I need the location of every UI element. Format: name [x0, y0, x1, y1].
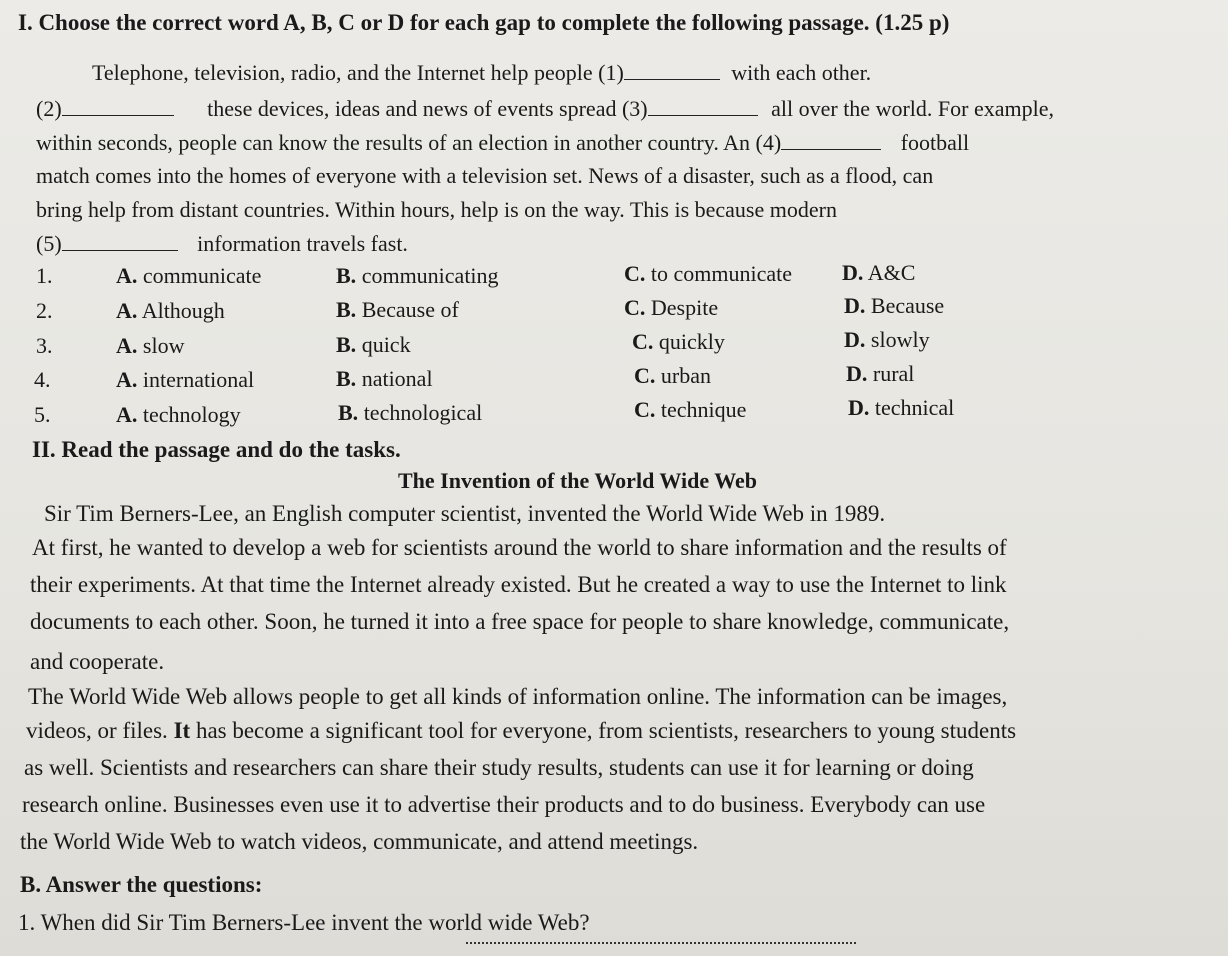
section2-heading: II. Read the passage and do the tasks. [32, 437, 401, 462]
option-a[interactable]: A. Although [116, 298, 225, 323]
passage-line-4: match comes into the homes of everyone with a television set. News of a disaster, such as a flood, can [36, 163, 934, 188]
reading-line-8: as well. Scientists and researchers can share their study results, students can use it for learning or doing [24, 755, 974, 780]
gap-1[interactable] [624, 61, 720, 80]
option-c[interactable]: C. urban [634, 363, 711, 388]
option-d[interactable]: D. slowly [844, 327, 930, 352]
option-a[interactable]: A. slow [116, 333, 185, 358]
option-b[interactable]: B. technological [338, 400, 483, 425]
option-a[interactable]: A. technology [116, 402, 241, 427]
reading-line-4: documents to each other. Soon, he turned it into a free space for people to share knowledge, communicate, [30, 609, 1010, 634]
reading-line-7: videos, or files. It has become a significant tool for everyone, from scientists, researchers to young students [26, 718, 1017, 743]
gap-5[interactable] [62, 232, 178, 251]
option-c[interactable]: C. Despite [624, 295, 719, 320]
option-d[interactable]: D. A&C [842, 260, 916, 285]
reading-line-5: and cooperate. [30, 649, 165, 674]
passage-line-1: Telephone, television, radio, and the Internet help people (1) with each other. [92, 60, 872, 85]
question-number: 2. [36, 298, 53, 323]
question-number: 1. [36, 263, 53, 288]
answer-line[interactable] [466, 922, 856, 949]
reading-title: The Invention of the World Wide Web [398, 468, 758, 493]
question-number: 3. [36, 333, 53, 358]
option-a[interactable]: A. communicate [116, 263, 262, 288]
option-c[interactable]: C. quickly [632, 329, 725, 354]
section1-heading: I. Choose the correct word A, B, C or D for each gap to complete the following passage. (1.25 p) [18, 10, 950, 35]
gap-2[interactable] [62, 97, 174, 116]
gap-4[interactable] [781, 131, 881, 150]
passage-line-5: bring help from distant countries. Within hours, help is on the way. This is because modern [36, 197, 837, 222]
reading-line-10: the World Wide Web to watch videos, communicate, and attend meetings. [20, 829, 699, 854]
question-number: 5. [34, 402, 51, 427]
option-b[interactable]: B. national [336, 366, 433, 391]
option-c[interactable]: C. to communicate [624, 261, 793, 286]
option-b[interactable]: B. Because of [336, 297, 459, 322]
option-d[interactable]: D. rural [846, 361, 915, 386]
option-a[interactable]: A. international [116, 367, 255, 392]
passage-line-2: (2) these devices, ideas and news of events spread (3) all over the world. For example, [36, 96, 1054, 121]
reading-line-3: their experiments. At that time the Internet already existed. But he created a way to use the Internet to link [30, 572, 1007, 597]
reading-line-1: Sir Tim Berners-Lee, an English computer scientist, invented the World Wide Web in 1989. [44, 501, 886, 526]
option-b[interactable]: B. quick [336, 332, 411, 357]
gap-3[interactable] [648, 97, 758, 116]
passage-line-3: within seconds, people can know the results of an election in another country. An (4) football [36, 130, 970, 155]
option-d[interactable]: D. technical [848, 395, 955, 420]
part-b-heading: B. Answer the questions: [20, 872, 263, 897]
reading-line-2: At first, he wanted to develop a web for scientists around the world to share information and the results of [32, 535, 1007, 560]
question-1-text: 1. When did Sir Tim Berners-Lee invent the world wide Web? [18, 910, 590, 935]
reading-line-6: The World Wide Web allows people to get all kinds of information online. The information can be images, [28, 684, 1008, 709]
option-d[interactable]: D. Because [844, 293, 945, 318]
question-number: 4. [34, 367, 51, 392]
passage-line-6: (5) information travels fast. [36, 231, 408, 256]
option-c[interactable]: C. technique [634, 397, 747, 422]
reading-line-9: research online. Businesses even use it to advertise their products and to do business. Everybody can use [22, 792, 986, 817]
option-b[interactable]: B. communicating [336, 263, 499, 288]
